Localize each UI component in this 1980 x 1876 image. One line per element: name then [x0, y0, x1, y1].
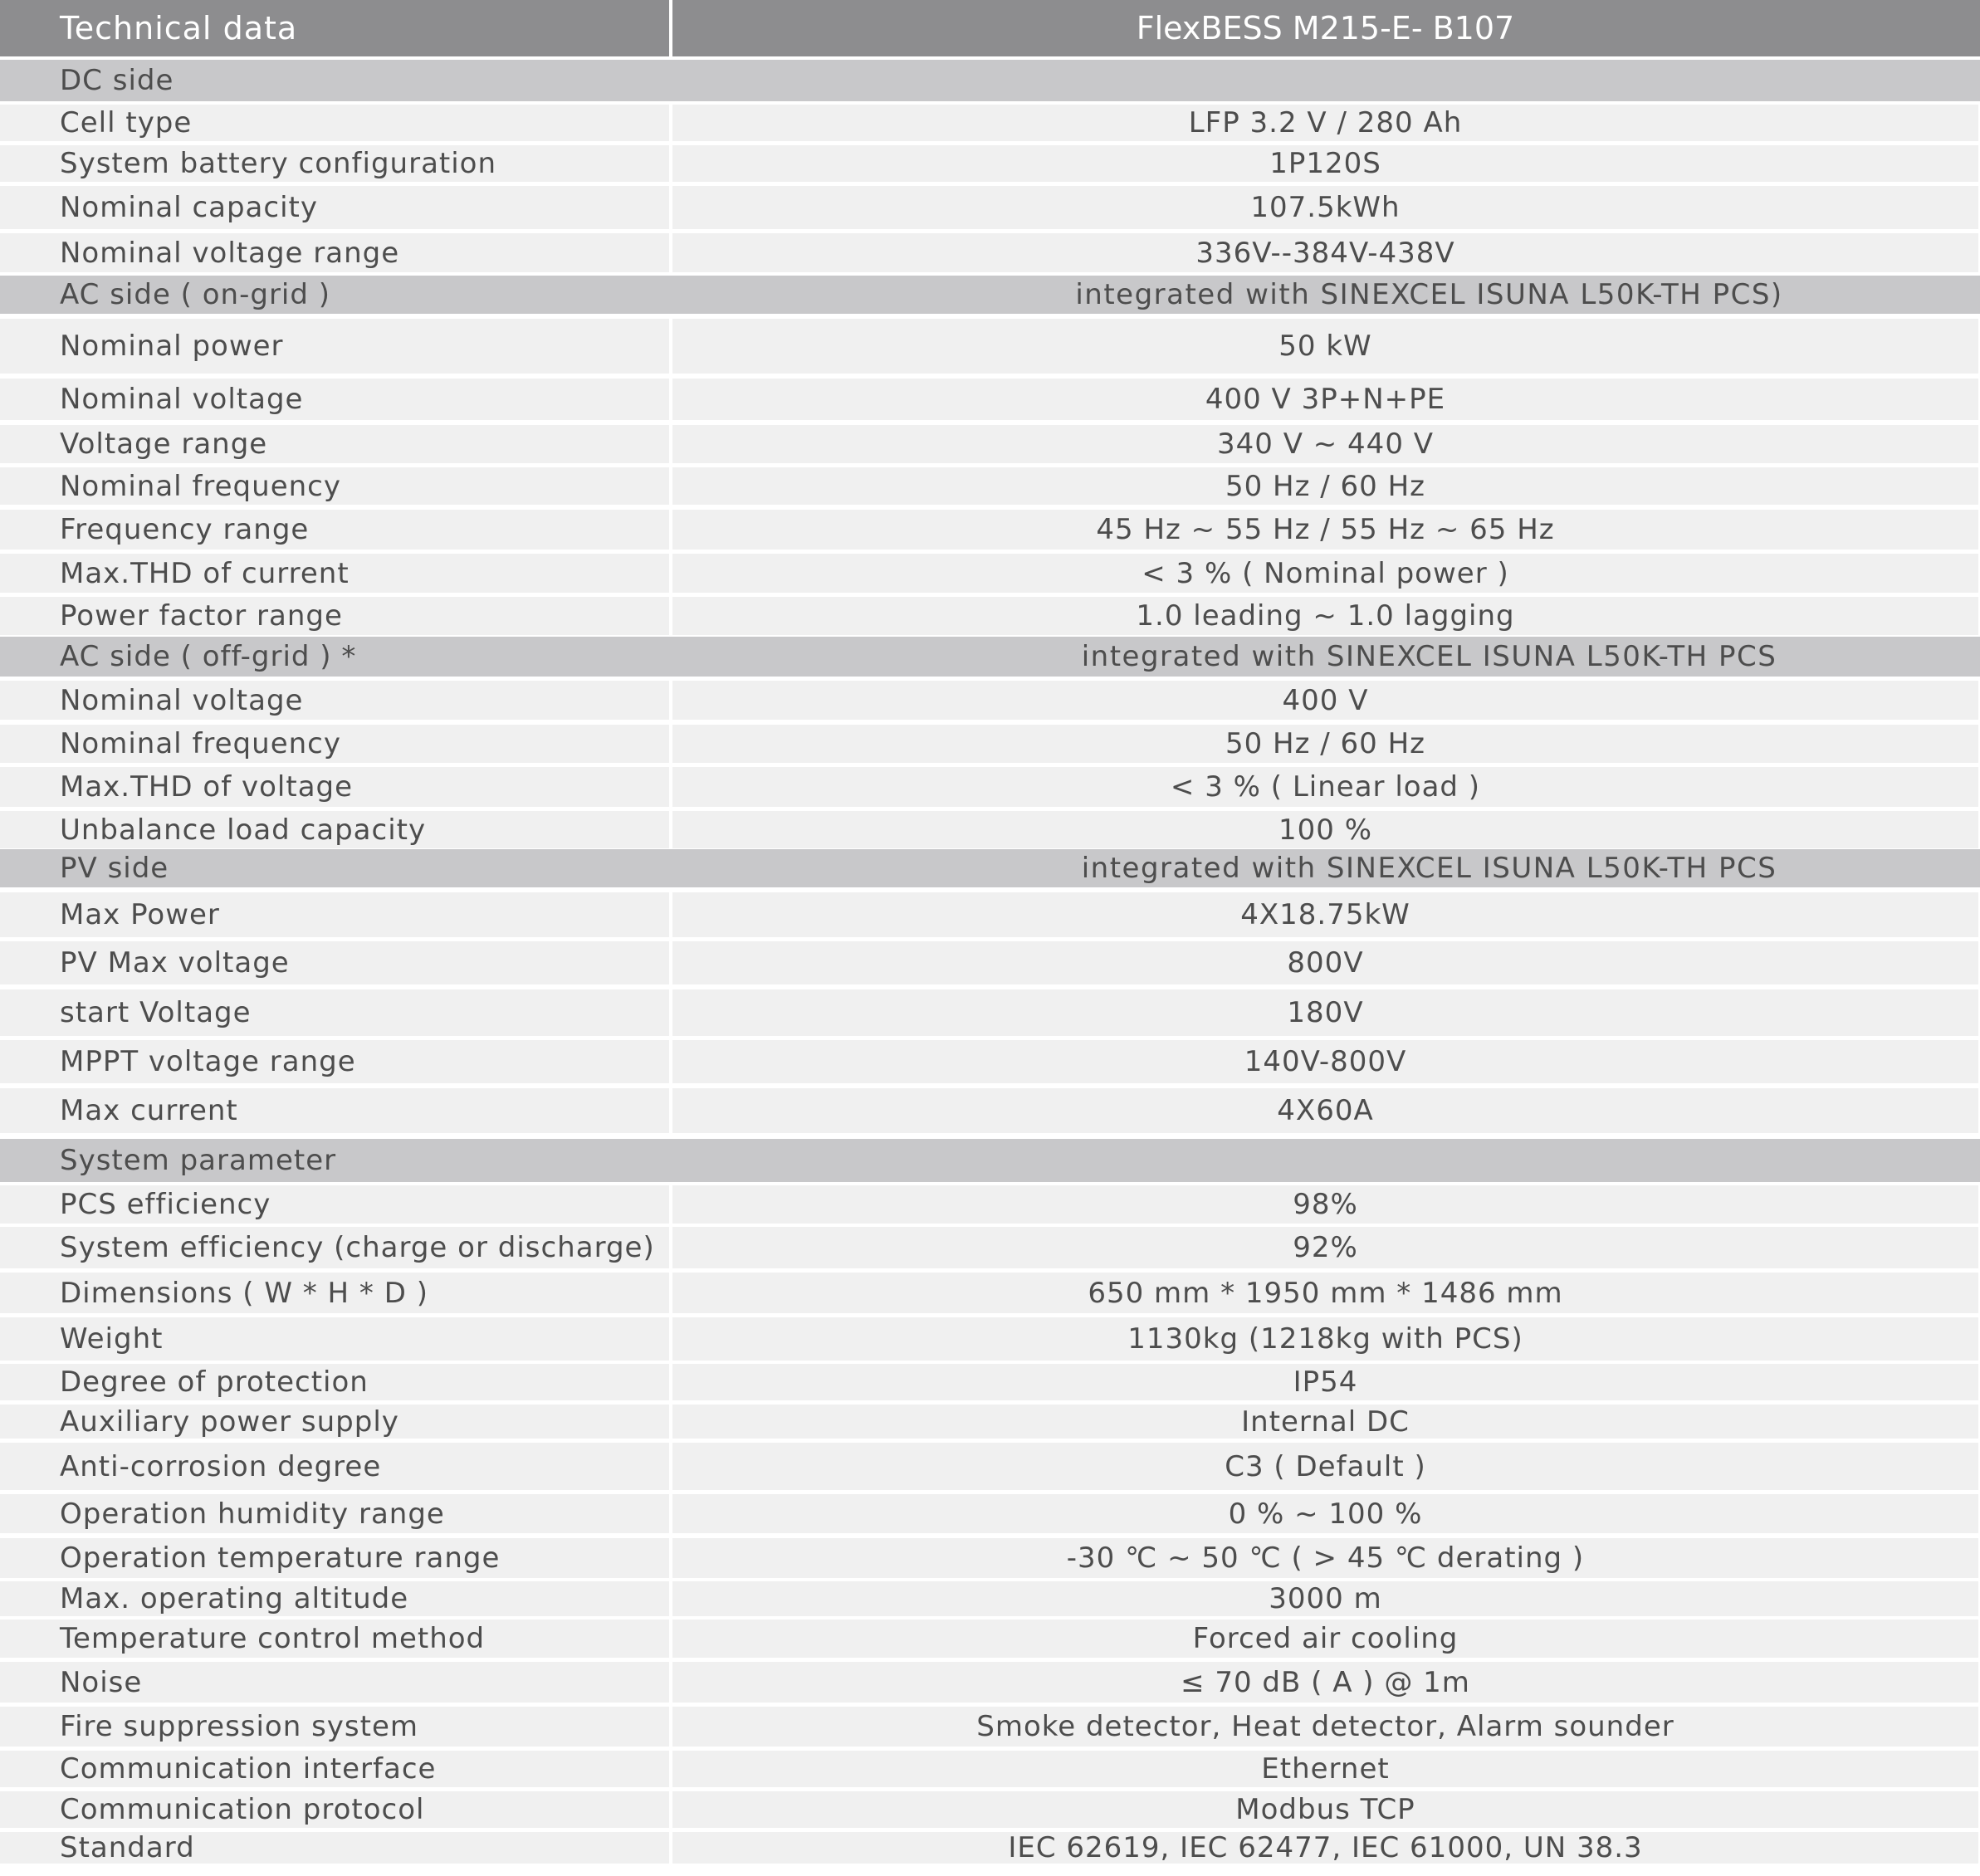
spec-value: 98%: [672, 1185, 1978, 1224]
section-title: DC side: [60, 64, 174, 97]
table-row: [0, 425, 1980, 463]
table-row: [0, 1707, 1980, 1747]
spec-value: Internal DC: [672, 1405, 1978, 1439]
table-row: [0, 681, 1980, 720]
spec-label: System efficiency (charge or discharge): [0, 1227, 669, 1268]
table-row: [0, 1364, 1980, 1400]
section-note: [672, 60, 1978, 101]
spec-label: Operation humidity range: [0, 1494, 669, 1533]
spec-label: Max current: [0, 1088, 669, 1133]
spec-value: 4X18.75kW: [672, 892, 1978, 937]
table-row: [0, 1185, 1980, 1224]
table-row: [0, 1227, 1980, 1268]
table-row: [0, 1662, 1980, 1703]
section-header: [0, 637, 1980, 677]
spec-value: 650 mm * 1950 mm * 1486 mm: [672, 1273, 1978, 1313]
table-row: [0, 1317, 1980, 1361]
table-row: [0, 1088, 1980, 1133]
spec-label: Cell type: [0, 105, 669, 141]
table-header: [0, 0, 1980, 56]
spec-value: 336V--384V-438V: [672, 233, 1978, 272]
spec-label: Temperature control method: [0, 1620, 669, 1658]
spec-value: 400 V: [672, 681, 1978, 720]
section-note: integrated with SINEXCEL ISUNA L50K-TH PCS): [1075, 278, 1783, 311]
spec-label: Standard: [0, 1832, 669, 1864]
section-header: [0, 849, 1980, 887]
spec-label: Communication protocol: [0, 1791, 669, 1828]
spec-value: 50 Hz / 60 Hz: [672, 467, 1978, 505]
header-model: FlexBESS M215-E- B107: [1136, 10, 1515, 46]
spec-label: Max. operating altitude: [0, 1581, 669, 1616]
table-row: [0, 725, 1980, 763]
table-row: [0, 186, 1980, 229]
spec-label: Max.THD of current: [0, 554, 669, 593]
spec-value: Ethernet: [672, 1751, 1978, 1787]
section-header: [0, 276, 1980, 314]
table-row: [0, 554, 1980, 593]
spec-label: Fire suppression system: [0, 1707, 669, 1747]
spec-value: Smoke detector, Heat detector, Alarm sounder: [672, 1707, 1978, 1747]
table-row: [0, 941, 1980, 984]
section-title: AC side ( off-grid ) *: [60, 640, 357, 673]
spec-label: System battery configuration: [0, 145, 669, 182]
table-row: [0, 1405, 1980, 1439]
section-note: integrated with SINEXCEL ISUNA L50K-TH PCS: [1081, 852, 1777, 885]
table-row: [0, 1832, 1980, 1864]
spec-label: Unbalance load capacity: [0, 811, 669, 848]
spec-value: 1.0 leading ~ 1.0 lagging: [672, 597, 1978, 635]
table-row: [0, 989, 1980, 1036]
section-title: System parameter: [60, 1144, 337, 1177]
table-row: [0, 1751, 1980, 1787]
spec-label: Nominal voltage: [0, 681, 669, 720]
section-note: [672, 1139, 1978, 1182]
header-label: Technical data: [60, 10, 298, 46]
table-row: [0, 1273, 1980, 1313]
spec-label: MPPT voltage range: [0, 1040, 669, 1083]
spec-value: 50 Hz / 60 Hz: [672, 725, 1978, 763]
spec-label: Communication interface: [0, 1751, 669, 1787]
table-row: [0, 105, 1980, 141]
table-row: [0, 1581, 1980, 1616]
spec-value: 1130kg (1218kg with PCS): [672, 1317, 1978, 1361]
spec-label: Weight: [0, 1317, 669, 1361]
spec-value: 45 Hz ~ 55 Hz / 55 Hz ~ 65 Hz: [672, 510, 1978, 550]
table-row: [0, 319, 1980, 374]
spec-value: < 3 % ( Linear load ): [672, 767, 1978, 807]
spec-value: 50 kW: [672, 319, 1978, 374]
spec-label: Nominal voltage: [0, 379, 669, 420]
table-row: [0, 467, 1980, 505]
spec-label: Operation temperature range: [0, 1538, 669, 1578]
spec-value: -30 ℃ ~ 50 ℃ ( > 45 ℃ derating ): [672, 1538, 1978, 1578]
spec-label: Nominal frequency: [0, 725, 669, 763]
spec-value: Forced air cooling: [672, 1620, 1978, 1658]
spec-value: 92%: [672, 1227, 1978, 1268]
table-row: [0, 892, 1980, 937]
table-row: [0, 1494, 1980, 1533]
spec-label: Nominal voltage range: [0, 233, 669, 272]
spec-value: 340 V ~ 440 V: [672, 425, 1978, 463]
spec-label: Dimensions ( W * H * D ): [0, 1273, 669, 1313]
section-title: PV side: [60, 852, 169, 885]
table-row: [0, 379, 1980, 420]
table-row: [0, 1791, 1980, 1828]
table-row: [0, 597, 1980, 635]
table-row: [0, 1538, 1980, 1578]
spec-value: IEC 62619, IEC 62477, IEC 61000, UN 38.3: [672, 1832, 1978, 1864]
table-row: [0, 767, 1980, 807]
table-row: [0, 811, 1980, 848]
spec-label: Power factor range: [0, 597, 669, 635]
spec-label: start Voltage: [0, 989, 669, 1036]
spec-label: PV Max voltage: [0, 941, 669, 984]
spec-label: Nominal frequency: [0, 467, 669, 505]
spec-label: Frequency range: [0, 510, 669, 550]
table-row: [0, 1620, 1980, 1658]
table-row: [0, 1443, 1980, 1490]
spec-value: 100 %: [672, 811, 1978, 848]
spec-label: PCS efficiency: [0, 1185, 669, 1224]
spec-label: Nominal capacity: [0, 186, 669, 229]
table-row: [0, 145, 1980, 182]
spec-label: Max.THD of voltage: [0, 767, 669, 807]
spec-label: Max Power: [0, 892, 669, 937]
spec-value: 400 V 3P+N+PE: [672, 379, 1978, 420]
spec-value: 4X60A: [672, 1088, 1978, 1133]
spec-value: 800V: [672, 941, 1978, 984]
spec-label: Auxiliary power supply: [0, 1405, 669, 1439]
spec-value: 107.5kWh: [672, 186, 1978, 229]
spec-value: 0 % ~ 100 %: [672, 1494, 1978, 1533]
spec-label: Anti-corrosion degree: [0, 1443, 669, 1490]
section-header: [0, 60, 1980, 101]
section-header: [0, 1139, 1980, 1182]
spec-value: 140V-800V: [672, 1040, 1978, 1083]
spec-value: LFP 3.2 V / 280 Ah: [672, 105, 1978, 141]
table-row: [0, 510, 1980, 550]
spec-value: < 3 % ( Nominal power ): [672, 554, 1978, 593]
table-row: [0, 1040, 1980, 1083]
section-note: integrated with SINEXCEL ISUNA L50K-TH PCS: [1081, 640, 1777, 673]
spec-label: Voltage range: [0, 425, 669, 463]
spec-label: Nominal power: [0, 319, 669, 374]
spec-label: Degree of protection: [0, 1364, 669, 1400]
section-title: AC side ( on-grid ): [60, 278, 331, 311]
spec-value: 1P120S: [672, 145, 1978, 182]
spec-value: 3000 m: [672, 1581, 1978, 1616]
spec-value: IP54: [672, 1364, 1978, 1400]
spec-value: ≤ 70 dB ( A ) @ 1m: [672, 1662, 1978, 1703]
spec-value: Modbus TCP: [672, 1791, 1978, 1828]
spec-value: C3 ( Default ): [672, 1443, 1978, 1490]
table-row: [0, 233, 1980, 272]
spec-label: Noise: [0, 1662, 669, 1703]
spec-value: 180V: [672, 989, 1978, 1036]
